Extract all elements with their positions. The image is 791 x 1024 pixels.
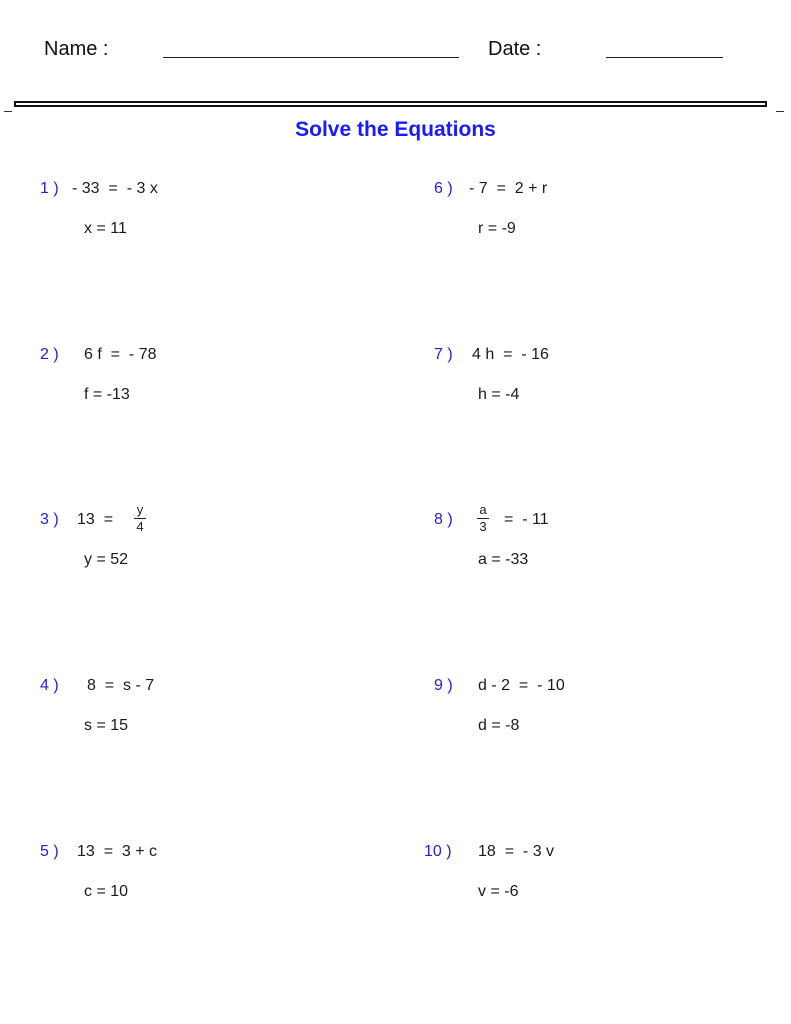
problem-7	[434, 346, 774, 406]
date-blank-line[interactable]	[606, 57, 723, 58]
problem-answer: x = 11	[84, 220, 127, 237]
problem-equation: 8 = s - 7	[87, 677, 155, 694]
problem-number: 7 )	[434, 346, 453, 363]
problem-number: 3 )	[40, 511, 59, 528]
problem-answer: a = -33	[478, 551, 529, 568]
problem-equation: 6 f = - 78	[84, 346, 157, 363]
problem-equation: - 7 = 2 + r	[469, 180, 548, 197]
problem-equation-lhs: 13 =	[77, 511, 114, 528]
page-title: Solve the Equations	[295, 118, 496, 141]
problem-2	[40, 346, 380, 406]
fraction	[477, 503, 489, 534]
problem-answer: c = 10	[84, 883, 129, 900]
fraction-denominator: 3	[479, 519, 487, 534]
problem-number: 8 )	[434, 511, 453, 528]
problem-8	[434, 502, 774, 571]
name-label: Name :	[44, 38, 109, 60]
fraction-numerator: y	[136, 502, 144, 517]
problem-3	[40, 502, 380, 571]
header-divider	[14, 101, 767, 107]
problem-5	[40, 843, 380, 903]
name-blank-line[interactable]	[163, 57, 459, 58]
problem-answer: y = 52	[84, 551, 129, 568]
problem-number: 5 )	[40, 843, 59, 860]
problem-equation: - 33 = - 3 x	[72, 180, 158, 197]
problem-answer: r = -9	[478, 220, 516, 237]
date-label: Date :	[488, 38, 542, 60]
problem-number: 2 )	[40, 346, 59, 363]
problem-number: 10 )	[424, 843, 452, 860]
fraction	[134, 503, 146, 534]
problem-answer: d = -8	[478, 717, 520, 734]
problem-equation: d - 2 = - 10	[478, 677, 565, 694]
problem-number: 4 )	[40, 677, 59, 694]
problem-9	[434, 677, 774, 737]
problem-number: 6 )	[434, 180, 453, 197]
right-edge-tick	[776, 111, 784, 112]
problem-equation: 4 h = - 16	[472, 346, 549, 363]
problem-6	[434, 180, 774, 240]
left-edge-tick	[4, 111, 12, 112]
problem-4	[40, 677, 380, 737]
problem-1	[40, 180, 380, 240]
fraction-numerator: a	[479, 502, 487, 517]
problem-10	[424, 843, 764, 903]
problem-answer: v = -6	[478, 883, 519, 900]
problem-equation: 18 = - 3 v	[478, 843, 555, 860]
problem-number: 9 )	[434, 677, 453, 694]
problem-answer: s = 15	[84, 717, 129, 734]
problem-number: 1 )	[40, 180, 59, 197]
problem-answer: h = -4	[478, 386, 520, 403]
problem-equation-rhs: = - 11	[504, 511, 549, 528]
problem-equation: 13 = 3 + c	[77, 843, 158, 860]
problem-answer: f = -13	[84, 386, 130, 403]
fraction-denominator: 4	[136, 519, 144, 534]
